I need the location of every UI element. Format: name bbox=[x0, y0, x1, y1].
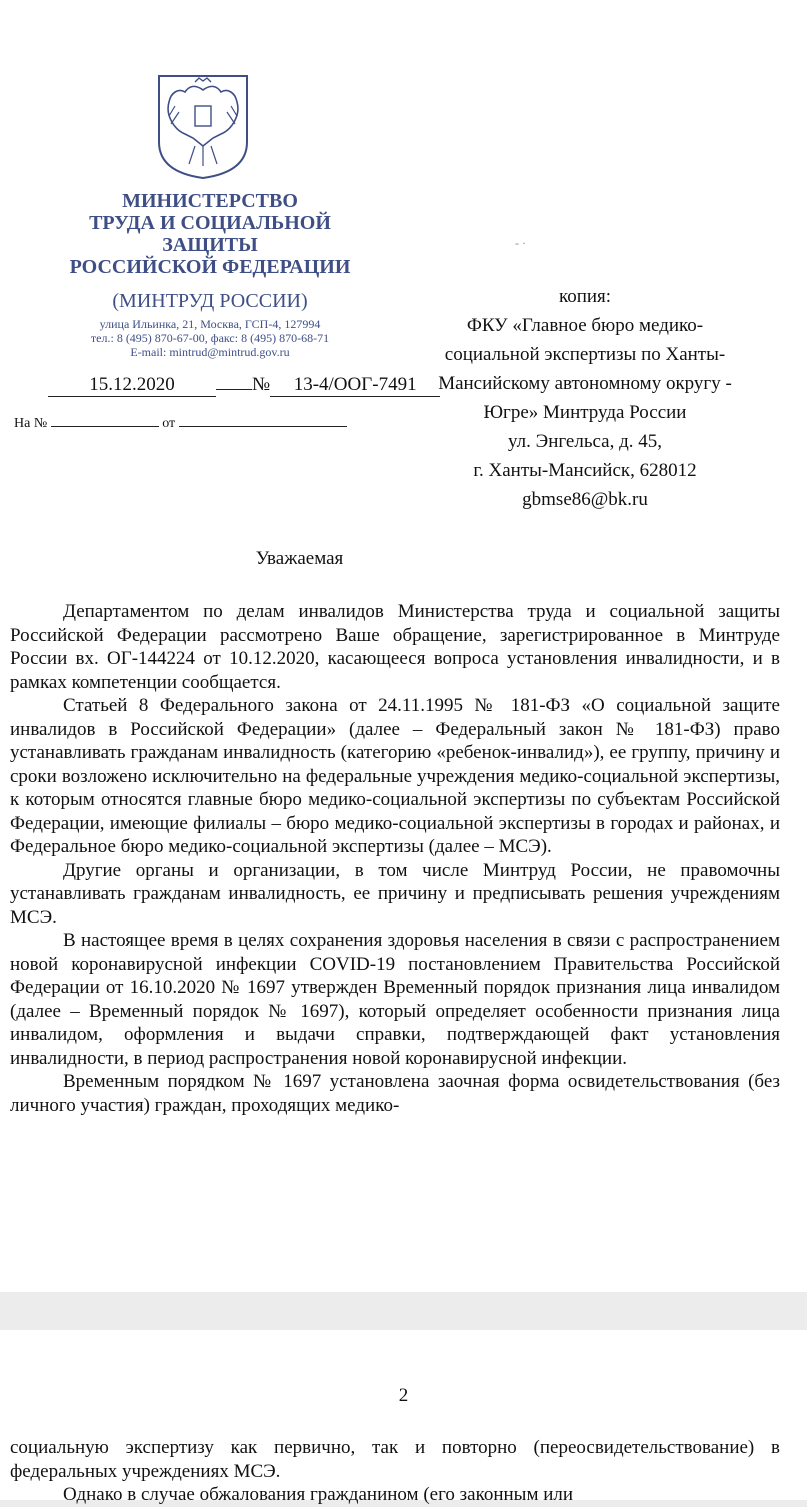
ministry-line: ЗАЩИТЫ bbox=[162, 234, 258, 256]
salutation: Уважаемая bbox=[255, 548, 344, 569]
registration-line bbox=[48, 374, 440, 397]
recipient-line: ул. Энгельса, д. 45, bbox=[508, 431, 662, 452]
registration-date: 15.12.2020 bbox=[48, 374, 216, 397]
ministry-name bbox=[40, 190, 380, 278]
letter-body-page-2 bbox=[10, 1436, 780, 1507]
ministry-address bbox=[40, 317, 380, 359]
address-line: улица Ильинка, 21, Москва, ГСП-4, 127994 bbox=[99, 317, 321, 331]
ministry-short-name: (МИНТРУД РОССИИ) bbox=[112, 290, 308, 312]
address-line: E-mail: mintrud@mintrud.gov.ru bbox=[130, 345, 290, 359]
ministry-line: МИНИСТЕРСТВО bbox=[122, 190, 298, 212]
recipient-line: Мансийскому автономному округу - bbox=[438, 373, 732, 394]
page-number: 2 bbox=[398, 1385, 409, 1406]
body-paragraph: В настоящее время в целях сохранения здоровья населения в связи с распространением новой коронавирусной инфекции COVID-19 постановлением Правительства Российской Федерации от 16.10.2020 № 1697 утвержден Временный порядок признания лица инвалидом (далее – Временный порядок № 1697), который определяет особенности признания лица инвалидом, оформления и выдачи справки, подтверждающей факт установления инвалидности, в период распространения новой коронавирусной инфекции. bbox=[10, 930, 780, 1069]
recipient-email: gbmse86@bk.ru bbox=[522, 489, 648, 510]
ministry-line: ТРУДА И СОЦИАЛЬНОЙ bbox=[89, 212, 331, 234]
body-paragraph: Другие органы и организации, в том числе Минтруд России, не правомочны устанавливать гражданам инвалидность, ее причину и предписывать решения учреждениям МСЭ. bbox=[10, 859, 780, 928]
body-paragraph: Однако в случае обжалования гражданином (его законным или bbox=[63, 1484, 574, 1505]
body-paragraph: Департаментом по делам инвалидов Министерства труда и социальной защиты Российской Федерации рассмотрено Ваше обращение, зарегистрированное в Минтруде России вх. ОГ-144224 от 10.12.2020, касающееся вопроса установления инвалидности, и в рамках компетенции сообщается. bbox=[10, 601, 780, 693]
address-line: тел.: 8 (495) 870-67-00, факс: 8 (495) 870-68-71 bbox=[90, 331, 330, 345]
reference-line bbox=[14, 412, 347, 432]
body-paragraph: социальную экспертизу как первично, так и повторно (переосвидетельствование) в федеральных учреждениях МСЭ. bbox=[10, 1437, 780, 1482]
ministry-line: РОССИЙСКОЙ ФЕДЕРАЦИИ bbox=[69, 256, 351, 278]
recipient-line: социальной экспертизы по Ханты- bbox=[444, 344, 726, 365]
reference-on-label: На № bbox=[14, 416, 48, 431]
body-paragraph: Временным порядком № 1697 установлена заочная форма освидетельствования (без личного участия) граждан, проходящих медико- bbox=[10, 1071, 780, 1116]
number-label: № bbox=[252, 374, 271, 395]
coat-of-arms-emblem bbox=[155, 72, 251, 182]
recipient-line: копия: bbox=[558, 286, 612, 307]
letter-body bbox=[10, 600, 780, 1117]
body-paragraph: Статьей 8 Федерального закона от 24.11.1995 № 181-ФЗ «О социальной защите инвалидов в Российской Федерации» (далее – Федеральный закон № 181-ФЗ) право устанавливать гражданам инвалидность (категорию «ребенок-инвалид»), ее группу, причину и сроки возложено исключительно на федеральные учреждения медико-социальной экспертизы, к которым относятся главные бюро медико-социальной экспертизы по субъектам Российской Федерации, имеющие филиалы – бюро медико-социальной экспертизы в городах и районах, и Федеральное бюро медико-социальной экспертизы (далее – МСЭ). bbox=[10, 695, 780, 857]
recipient-block bbox=[400, 282, 770, 514]
recipient-line: г. Ханты-Мансийск, 628012 bbox=[473, 460, 697, 481]
scan-speck: - · bbox=[515, 236, 526, 250]
recipient-line: Югре» Минтруда России bbox=[483, 402, 687, 423]
registration-number: 13-4/ООГ-7491 bbox=[270, 374, 440, 397]
recipient-line: ФКУ «Главное бюро медико- bbox=[466, 315, 704, 336]
reference-from-label: от bbox=[162, 416, 176, 431]
